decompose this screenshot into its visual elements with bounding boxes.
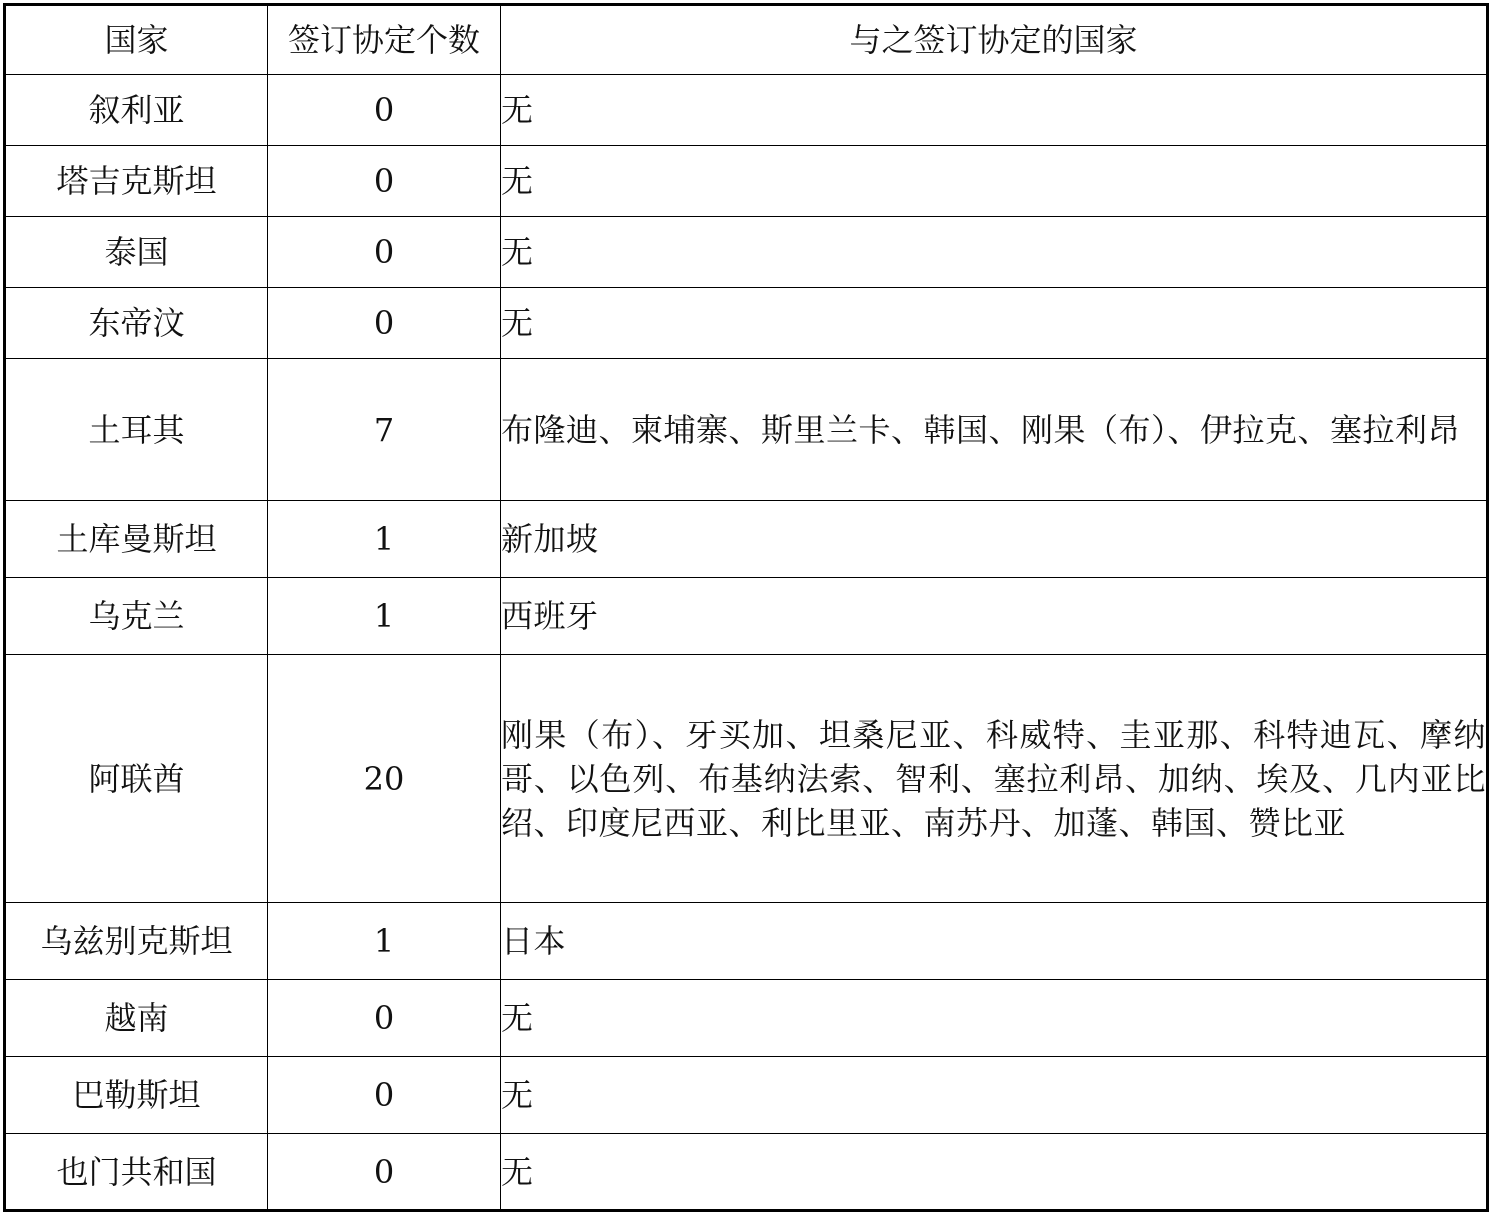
partners-cell: 日本 bbox=[501, 903, 1488, 980]
count-cell: 0 bbox=[268, 217, 501, 288]
country-cell: 土库曼斯坦 bbox=[5, 501, 268, 578]
agreements-table bbox=[3, 3, 1489, 1212]
country-cell: 乌克兰 bbox=[5, 578, 268, 655]
partners-cell: 布隆迪、柬埔寨、斯里兰卡、韩国、刚果（布）、伊拉克、塞拉利昂 bbox=[501, 359, 1488, 501]
count-cell: 1 bbox=[268, 501, 501, 578]
header-row bbox=[5, 5, 1488, 75]
partners-cell: 无 bbox=[501, 1057, 1488, 1134]
table-row bbox=[5, 1057, 1488, 1134]
partners-cell: 无 bbox=[501, 288, 1488, 359]
partners-cell: 无 bbox=[501, 217, 1488, 288]
partners-cell: 无 bbox=[501, 146, 1488, 217]
count-cell: 7 bbox=[268, 359, 501, 501]
table-row bbox=[5, 501, 1488, 578]
country-cell: 乌兹别克斯坦 bbox=[5, 903, 268, 980]
partners-cell: 无 bbox=[501, 1134, 1488, 1211]
country-cell: 阿联酋 bbox=[5, 655, 268, 903]
table-row bbox=[5, 903, 1488, 980]
count-cell: 0 bbox=[268, 75, 501, 146]
count-cell: 0 bbox=[268, 146, 501, 217]
country-cell: 也门共和国 bbox=[5, 1134, 268, 1211]
header-country: 国家 bbox=[5, 5, 268, 75]
partners-cell: 无 bbox=[501, 75, 1488, 146]
count-cell: 0 bbox=[268, 1134, 501, 1211]
table-row bbox=[5, 1134, 1488, 1211]
table-row bbox=[5, 578, 1488, 655]
table-row bbox=[5, 217, 1488, 288]
count-cell: 0 bbox=[268, 1057, 501, 1134]
country-cell: 东帝汶 bbox=[5, 288, 268, 359]
table-row bbox=[5, 146, 1488, 217]
count-cell: 1 bbox=[268, 903, 501, 980]
partners-cell: 无 bbox=[501, 980, 1488, 1057]
partners-cell: 西班牙 bbox=[501, 578, 1488, 655]
partners-cell: 新加坡 bbox=[501, 501, 1488, 578]
country-cell: 塔吉克斯坦 bbox=[5, 146, 268, 217]
table-row bbox=[5, 288, 1488, 359]
table-row bbox=[5, 980, 1488, 1057]
table-row bbox=[5, 655, 1488, 903]
header-partners: 与之签订协定的国家 bbox=[501, 5, 1488, 75]
count-cell: 20 bbox=[268, 655, 501, 903]
country-cell: 土耳其 bbox=[5, 359, 268, 501]
count-cell: 1 bbox=[268, 578, 501, 655]
partners-cell: 刚果（布）、牙买加、坦桑尼亚、科威特、圭亚那、科特迪瓦、摩纳哥、以色列、布基纳法索、智利、塞拉利昂、加纳、埃及、几内亚比绍、印度尼西亚、利比里亚、南苏丹、加蓬、韩国、赞比亚 bbox=[501, 655, 1488, 903]
country-cell: 叙利亚 bbox=[5, 75, 268, 146]
header-count: 签订协定个数 bbox=[268, 5, 501, 75]
country-cell: 越南 bbox=[5, 980, 268, 1057]
country-cell: 巴勒斯坦 bbox=[5, 1057, 268, 1134]
count-cell: 0 bbox=[268, 980, 501, 1057]
table-row bbox=[5, 75, 1488, 146]
count-cell: 0 bbox=[268, 288, 501, 359]
table-row bbox=[5, 359, 1488, 501]
country-cell: 泰国 bbox=[5, 217, 268, 288]
